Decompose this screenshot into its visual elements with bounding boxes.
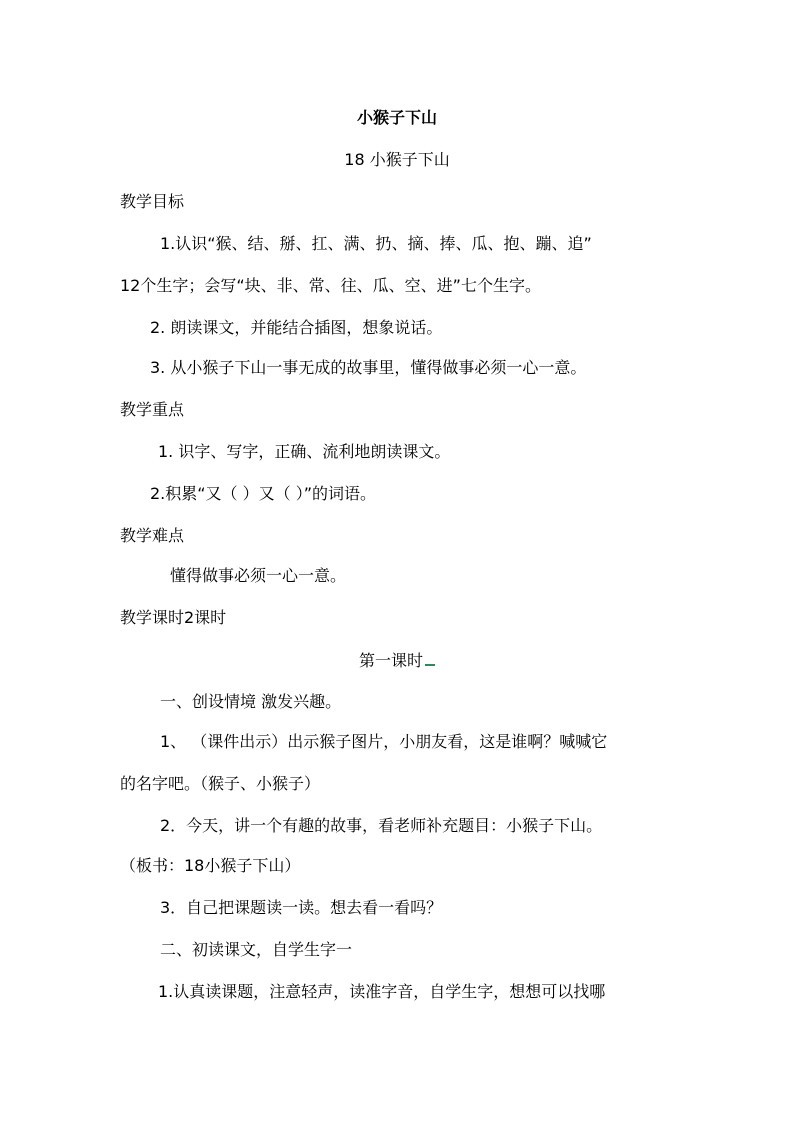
goal-3: 3. 从小猴子下山一事无成的故事里，懂得做事必须一心一意。 xyxy=(150,358,587,377)
paragraph-3: 3．自己把课题读一读。想去看一看吗？ xyxy=(160,898,443,917)
paragraph-1-line-1: 1、 （课件出示）出示猴子图片，小朋友看，这是谁啊？喊喊它 xyxy=(160,732,608,751)
teaching-hours: 教学课时2课时 xyxy=(120,608,227,627)
paragraph-1-line-2: 的名字吧。（猴子、小猴子） xyxy=(120,774,321,793)
paragraph-4-line-1: 1.认真读课题，注意轻声，读准字音，自学生字，想想可以找哪 xyxy=(158,982,606,1001)
paragraph-2-line-1: 2．今天，讲一个有趣的故事，看老师补充题目：小猴子下山。 xyxy=(160,816,603,835)
text-cursor-mark xyxy=(425,650,435,666)
document-title: 小猴子下山 xyxy=(356,108,437,127)
lesson-subtitle: 18 小猴子下山 xyxy=(344,150,450,169)
goal-2: 2. 朗读课文，并能结合插图，想象说话。 xyxy=(150,318,443,337)
section-2-heading: 二、初读课文，自学生字一 xyxy=(160,940,353,959)
focus-2: 2.积累“又（ ）又（ ）”的词语。 xyxy=(150,484,377,503)
goal-1-line-2: 12个生字；会写“块、非、常、往、瓜、空、进”七个生字。 xyxy=(120,276,541,295)
lesson-1-heading xyxy=(0,650,794,671)
paragraph-2-line-2: （板书：18小猴子下山） xyxy=(120,856,301,875)
goal-1-line-1: 1.认识“猴、结、掰、扛、满、扔、摘、捧、瓜、抱、蹦、追” xyxy=(160,234,592,253)
lesson-1-label: 第一课时 xyxy=(358,651,423,670)
heading-teaching-difficulty: 教学难点 xyxy=(120,526,185,545)
focus-1: 1. 识字、写字，正确、流利地朗读课文。 xyxy=(158,442,451,461)
heading-teaching-goals: 教学目标 xyxy=(120,192,185,211)
difficulty-1: 懂得做事必须一心一意。 xyxy=(170,566,347,585)
heading-teaching-focus: 教学重点 xyxy=(120,400,185,419)
section-1-heading: 一、创设情境 激发兴趣。 xyxy=(160,692,342,711)
